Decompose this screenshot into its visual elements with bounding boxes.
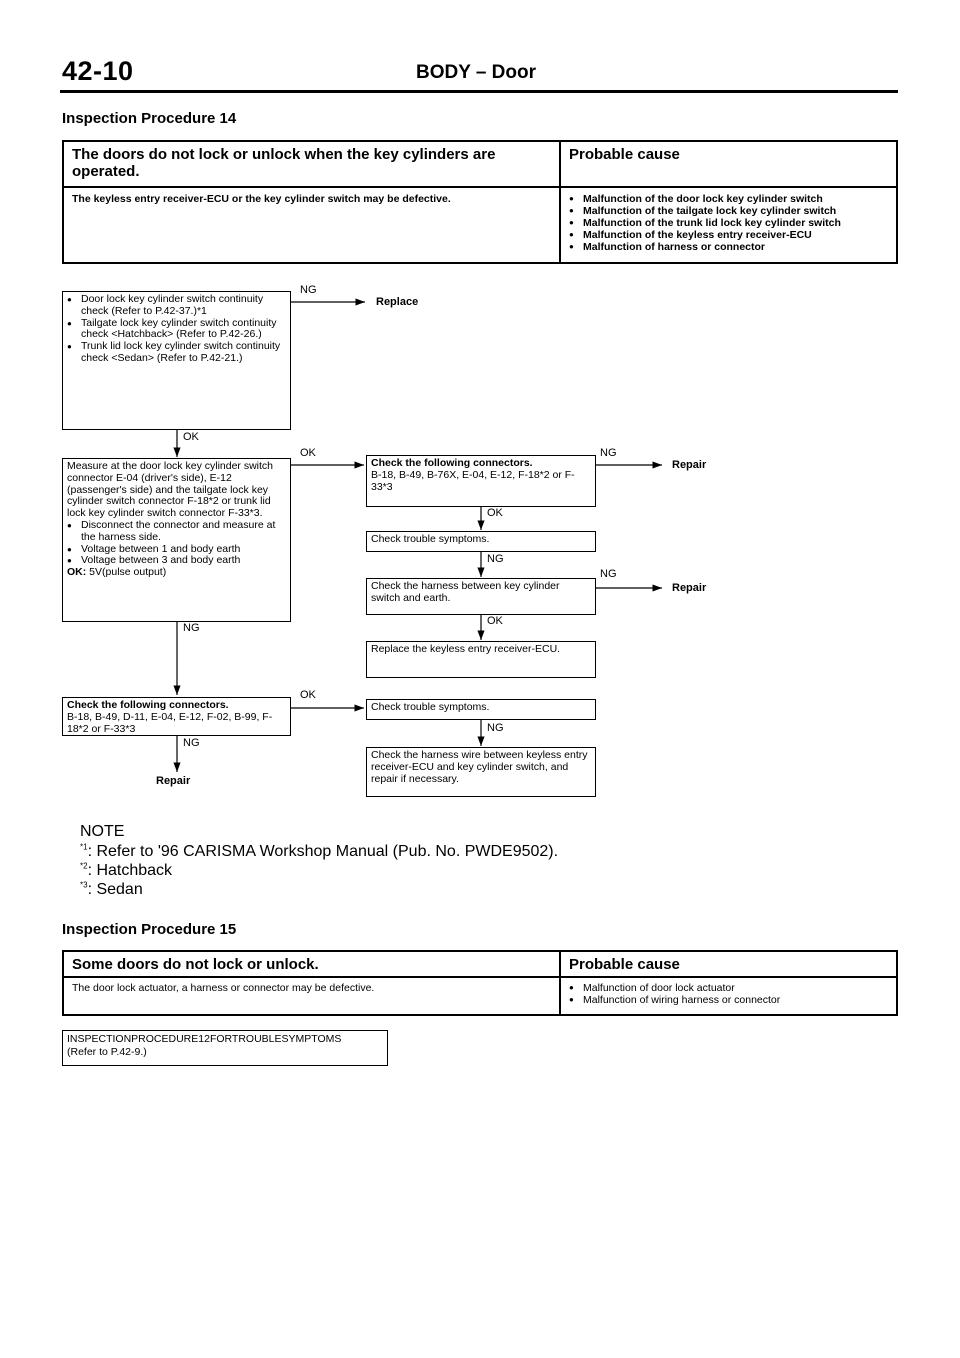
flow-box-text: Check the harness wire between keyless entry receiver-ECU and key cylinder switch, and repair if necessary. [371,749,588,785]
note-text: : Refer to '96 CARISMA Workshop Manual (Pub. No. PWDE9502). [87,843,559,860]
cause-item: ● Malfunction of the trunk lid lock key cylinder switch [569,217,888,229]
flow-item: ● Trunk lid lock key cylinder switch continuity check <Sedan> (Refer to P.42-21.) [67,341,286,365]
flow-box-check-harness-wire [366,747,596,797]
proc14-symptom: The doors do not lock or unlock when the key cylinders are operated. [63,141,560,187]
note-mark: *2 [80,861,88,871]
proc15-symptom: Some doors do not lock or unlock. [63,951,560,977]
proc14-heading: Inspection Procedure 14 [62,110,237,127]
ok-label: OK [487,615,503,627]
note-mark: *3 [80,880,88,890]
flow-box-title: Check the following connectors. [67,699,229,711]
flow-item: ● Tailgate lock key cylinder switch continuity check <Hatchback> (Refer to P.42-26.) [67,318,286,342]
proc15-causes [560,977,897,1015]
flow-box-title: Check the following connectors. [371,457,533,469]
flow-box-text: Check trouble symptoms. [371,533,490,545]
ok-criteria-value: 5V(pulse output) [89,566,167,579]
cause-item: ● Malfunction of the door lock key cylinder switch [569,193,888,205]
proc15-description: The door lock actuator, a harness or connector may be defective. [63,977,560,1015]
ok-label: OK [300,689,316,701]
flow-box-text: Check the harness between key cylinder switch and earth. [371,580,560,604]
flow-box-check-harness-earth [366,578,596,615]
proc15-heading: Inspection Procedure 15 [62,921,237,938]
flow-box-text: Check trouble symptoms. [371,701,490,713]
repair-label: Repair [156,775,191,787]
flow-item: ● Door lock key cylinder switch continuity check (Refer to P.42-37.)*1 [67,294,286,318]
proc14-cause-header: Probable cause [560,141,897,187]
ng-label: NG [300,284,317,296]
ng-label: NG [183,622,200,634]
page-title: BODY – Door [416,62,537,83]
note-line [80,842,558,862]
replace-label: Replace [376,296,419,308]
flow-item: ● Voltage between 3 and body earth [67,555,286,567]
proc15-reference-box [62,1030,388,1066]
proc14-description: The keyless entry receiver-ECU or the key cylinder switch may be defective. [63,187,560,263]
note-text: : Sedan [87,881,143,898]
ok-label: OK [487,507,503,519]
flow-box-check-connectors-right [366,455,596,507]
proc15-table [62,950,898,1016]
flow-item: ● Disconnect the connector and measure at the harness side. [67,520,286,544]
flow-box-check-symptoms-2 [366,699,596,720]
reference-line: INSPECTIONPROCEDURE12FORTROUBLESYMPTOMS [67,1033,342,1045]
repair-label: Repair [672,582,707,594]
page-number: 42-10 [62,56,134,86]
cause-item: ● Malfunction of door lock actuator [569,982,888,994]
flow-box-connectors: B-18, B-49, B-76X, E-04, E-12, F-18*2 or F-33*3 [371,468,575,493]
flow-item: ● Voltage between 1 and body earth [67,544,286,556]
note-title: NOTE [80,823,125,840]
flow-box-measure-text: Measure at the door lock key cylinder switch connector E-04 (driver's side), E-12 (passenger's side) and the tailgate lock key cylinder switch connector F-18*2 or trunk lid lock key cylinder switch connector F-33*3. [67,460,274,520]
flow-box-check-connectors-left [62,697,291,736]
ok-criteria-label: OK: [67,566,87,579]
ng-label: NG [600,568,617,580]
proc15-cause-header: Probable cause [560,951,897,977]
note-line [80,880,143,900]
cause-item: ● Malfunction of harness or connector [569,241,888,253]
note-line [80,861,172,881]
cause-item: ● Malfunction of the keyless entry receiver-ECU [569,229,888,241]
repair-label: Repair [672,459,707,471]
flow-box-connectors: B-18, B-49, D-11, E-04, E-12, F-02, B-99, F-18*2 or F-33*3 [67,710,273,735]
flow-box-replace-ecu [366,641,596,678]
ok-label: OK [300,447,316,459]
flow-box-measure-voltage [62,458,291,622]
ng-label: NG [487,553,504,565]
flow-box-check-symptoms-1 [366,531,596,552]
note-mark: *1 [80,842,88,852]
cause-item: ● Malfunction of the tailgate lock key cylinder switch [569,205,888,217]
flow-box-text: Replace the keyless entry receiver-ECU. [371,643,561,655]
note-text: : Hatchback [87,862,173,879]
flow-box-continuity-check [62,291,291,430]
cause-item: ● Malfunction of wiring harness or connector [569,994,888,1006]
ng-label: NG [600,447,617,459]
ng-label: NG [183,737,200,749]
ng-label: NG [487,722,504,734]
ok-label: OK [183,431,199,443]
reference-line: (Refer to P.42-9.) [67,1046,147,1058]
